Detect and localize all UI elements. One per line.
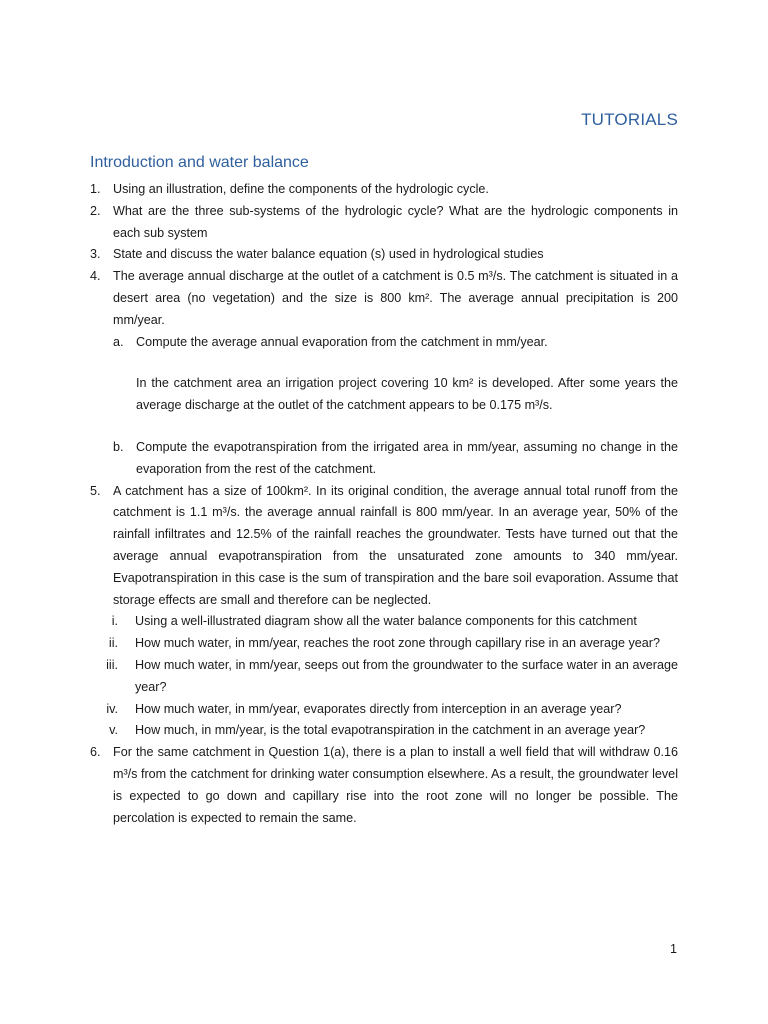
- question-text: Using an illustration, define the components of the hydrologic cycle.: [113, 182, 489, 196]
- question-text: The average annual discharge at the outlet of a catchment is 0.5 m³/s. The catchment is situated in a desert area (no vegetation) and the size is 800 km². The average annual precipitation is 200 mm/year.: [113, 269, 678, 327]
- question-3: [90, 244, 678, 266]
- question-number: 6.: [90, 745, 101, 760]
- question-5-iii: [90, 655, 678, 699]
- question-number: 1.: [90, 182, 101, 196]
- question-text: A catchment has a size of 100km². In its original condition, the average annual total runoff from the catchment is 1.1 m³/s. the average annual rainfall is 800 mm/year. In an average year, 50% of the rainfall infiltrates and 12.5% of the rainfall reaches the groundwater. Tests have turned out that the average annual evapotranspiration from the unsaturated zone amounts to 340 mm/year. Evapotranspiration in this case is the sum of transpiration and the bare soil evaporation. Assume that storage effects are small and therefore can be neglected.: [113, 483, 678, 607]
- question-4: [90, 266, 678, 331]
- question-4b: [90, 437, 678, 481]
- question-number: 2.: [90, 203, 101, 218]
- question-5-iv: [90, 699, 678, 721]
- question-5: [90, 481, 678, 612]
- question-number: 5.: [90, 483, 101, 498]
- question-text: State and discuss the water balance equation (s) used in hydrological studies: [113, 247, 544, 262]
- question-5-v: [90, 720, 678, 742]
- question-number: 3.: [90, 247, 101, 262]
- question-list: [90, 179, 678, 829]
- sub-question-text: How much water, in mm/year, reaches the root zone through capillary rise in an average year?: [135, 636, 661, 651]
- section-heading: Introduction and water balance: [90, 154, 309, 171]
- spacer: [90, 353, 678, 373]
- question-6: [90, 742, 678, 829]
- question-4-note: In the catchment area an irrigation project covering 10 km² is developed. After some years the average discharge at the outlet of the catchment appears to be 0.175 m³/s.: [136, 376, 678, 413]
- question-4a: [90, 332, 678, 354]
- spacer: [90, 417, 678, 437]
- sub-question-label: iv.: [106, 701, 118, 716]
- sub-question-label: i.: [111, 614, 118, 629]
- sub-question-label: ii.: [108, 636, 118, 651]
- question-1: [90, 179, 678, 201]
- page-title: TUTORIALS: [581, 110, 678, 129]
- sub-question-text: Compute the average annual evaporation from the catchment in mm/year.: [136, 334, 548, 349]
- question-text: For the same catchment in Question 1(a), there is a plan to install a well field that will withdraw 0.16 m³/s from the catchment for drinking water consumption elsewhere. As a result, the groundwater level is expected to go down and capillary rise into the root zone will no longer be possible. The percolation is expected to remain the same.: [113, 745, 678, 825]
- sub-question-text: How much water, in mm/year, evaporates directly from interception in an average year?: [135, 701, 622, 716]
- sub-question-label: b.: [113, 439, 124, 454]
- question-text: What are the three sub-systems of the hydrologic cycle? What are the hydrologic components in each sub system: [113, 203, 678, 240]
- page-number: 1: [669, 942, 677, 956]
- sub-question-label: a.: [113, 334, 124, 349]
- sub-question-text: Compute the evapotranspiration from the irrigated area in mm/year, assuming no change in the evaporation from the rest of the catchment.: [136, 439, 678, 476]
- sub-question-text: Using a well-illustrated diagram show all the water balance components for this catchment: [135, 614, 637, 629]
- sub-question-label: v.: [109, 723, 118, 738]
- question-2: [90, 201, 678, 245]
- sub-question-label: iii.: [106, 657, 118, 672]
- question-number: 4.: [90, 269, 101, 284]
- question-5-i: [90, 611, 678, 633]
- sub-question-text: How much water, in mm/year, seeps out from the groundwater to the surface water in an average year?: [135, 657, 678, 694]
- sub-question-text: How much, in mm/year, is the total evapotranspiration in the catchment in an average year?: [135, 723, 646, 738]
- question-5-ii: [90, 633, 678, 655]
